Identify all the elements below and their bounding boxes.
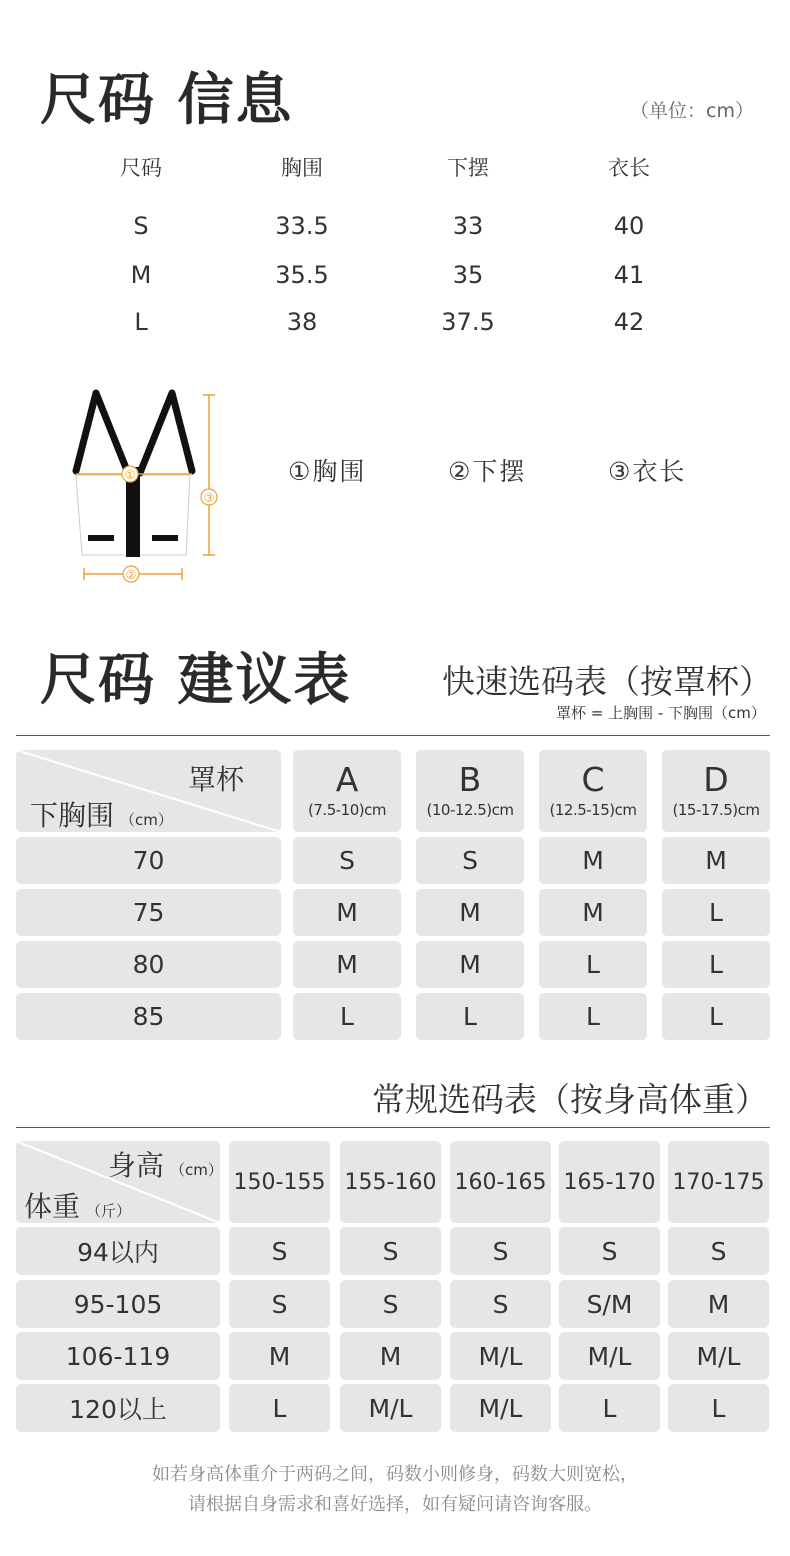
garment-left-strap: [76, 393, 128, 473]
cup-corner-cell: [16, 750, 281, 832]
corner-height-unit: （cm）: [170, 1161, 223, 1179]
cup-cell: M: [416, 889, 524, 936]
hw-cell: S: [450, 1227, 551, 1275]
divider: [16, 1127, 770, 1128]
hw-cell: M/L: [450, 1384, 551, 1432]
cup-letter: A: [335, 760, 359, 799]
cup-column-header: [662, 750, 770, 832]
height-column-header: 160-165: [450, 1141, 551, 1223]
footer-note-line-2: 请根据自身需求和喜好选择，如有疑问请咨询客服。: [188, 1494, 602, 1515]
cup-letter: C: [581, 760, 605, 799]
hw-cell: S/M: [559, 1280, 660, 1328]
size-cell: S: [133, 212, 149, 240]
size-cell: 33.5: [275, 212, 329, 240]
cup-cell: L: [293, 993, 401, 1040]
hw-cell: S: [668, 1227, 769, 1275]
cup-range: (12.5-15)cm: [549, 801, 637, 819]
legend-length: ③衣长: [608, 457, 687, 486]
cup-range: (7.5-10)cm: [308, 801, 386, 819]
size-cell: 37.5: [441, 308, 495, 336]
cup-cell: M: [539, 837, 647, 884]
cup-formula: 罩杯 = 上胸围 - 下胸围（cm）: [556, 704, 766, 722]
hw-corner-cell: [16, 1141, 223, 1223]
size-cell: 35.5: [275, 261, 329, 289]
garment-pocket-left: [88, 535, 114, 541]
cup-cell: M: [416, 941, 524, 988]
legend-chest: ①胸围: [288, 457, 367, 486]
underbust-row-label: 75: [16, 889, 281, 936]
cup-cell: S: [416, 837, 524, 884]
hw-cell: M/L: [450, 1332, 551, 1380]
underbust-row-label: 85: [16, 993, 281, 1040]
size-cell: 42: [613, 308, 645, 336]
hw-cell: L: [559, 1384, 660, 1432]
cup-letter: B: [458, 760, 482, 799]
cup-cell: L: [662, 993, 770, 1040]
size-header-length: 衣长: [608, 156, 650, 180]
hw-cell: M: [668, 1280, 769, 1328]
hw-cell: S: [340, 1227, 441, 1275]
size-cell: L: [134, 308, 148, 336]
corner-weight-label: 体重: [24, 1190, 81, 1223]
size-info-title: 尺码 信息: [40, 68, 294, 133]
size-cell: M: [130, 261, 152, 289]
hw-cell: M/L: [559, 1332, 660, 1380]
size-cell: 41: [613, 261, 645, 289]
hw-cell: M/L: [668, 1332, 769, 1380]
size-cell: 38: [286, 308, 318, 336]
underbust-row-label: 70: [16, 837, 281, 884]
size-header-hem: 下摆: [447, 156, 489, 180]
divider: [16, 735, 770, 736]
hw-cell: S: [229, 1227, 330, 1275]
underbust-row-label: 80: [16, 941, 281, 988]
size-cell: 35: [452, 261, 484, 289]
hw-cell: M/L: [340, 1384, 441, 1432]
corner-height-label: 身高: [108, 1149, 165, 1182]
size-header-size: 尺码: [120, 156, 162, 180]
cup-cell: L: [662, 941, 770, 988]
cup-cell: M: [293, 889, 401, 936]
hw-cell: M: [340, 1332, 441, 1380]
unit-label: （单位：cm）: [630, 100, 754, 122]
height-column-header: 165-170: [559, 1141, 660, 1223]
garment-right-strap: [140, 393, 192, 473]
cup-table-title: 快速选码表（按罩杯）: [442, 662, 772, 701]
hem-marker-label: ②: [125, 568, 137, 582]
cup-range: (15-17.5)cm: [672, 801, 760, 819]
corner-underbust-label: 下胸围: [30, 799, 115, 832]
cup-cell: L: [539, 993, 647, 1040]
hw-cell: L: [229, 1384, 330, 1432]
height-column-header: 170-175: [668, 1141, 769, 1223]
cup-column-header: [293, 750, 401, 832]
legend-hem: ②下摆: [448, 457, 527, 486]
cup-cell: L: [539, 941, 647, 988]
weight-row-label: 106-119: [16, 1332, 220, 1380]
length-marker-label: ③: [203, 491, 215, 505]
cup-column-header: [539, 750, 647, 832]
cup-range: (10-12.5)cm: [426, 801, 514, 819]
corner-weight-unit: （斤）: [86, 1202, 132, 1220]
weight-row-label: 120以上: [16, 1384, 220, 1432]
footer-note-line-1: 如若身高体重介于两码之间，码数小则修身，码数大则宽松，: [152, 1464, 638, 1485]
cup-cell: L: [662, 889, 770, 936]
height-column-header: 155-160: [340, 1141, 441, 1223]
weight-row-label: 94以内: [16, 1227, 220, 1275]
hw-cell: S: [559, 1227, 660, 1275]
hw-cell: L: [668, 1384, 769, 1432]
advice-title: 尺码 建议表: [40, 648, 352, 713]
cup-cell: S: [293, 837, 401, 884]
weight-row-label: 95-105: [16, 1280, 220, 1328]
hw-cell: S: [450, 1280, 551, 1328]
hw-cell: S: [229, 1280, 330, 1328]
size-cell: 33: [452, 212, 484, 240]
chest-marker-label: ①: [124, 468, 136, 482]
hw-cell: M: [229, 1332, 330, 1380]
garment-pocket-right: [152, 535, 178, 541]
hw-cell: S: [340, 1280, 441, 1328]
garment-diagram: [60, 385, 230, 590]
cup-cell: M: [539, 889, 647, 936]
size-cell: 40: [613, 212, 645, 240]
cup-cell: M: [662, 837, 770, 884]
hw-table-title: 常规选码表（按身高体重）: [372, 1080, 768, 1119]
corner-cup-label: 罩杯: [188, 763, 245, 796]
cup-letter: D: [703, 760, 729, 799]
cup-cell: M: [293, 941, 401, 988]
height-column-header: 150-155: [229, 1141, 330, 1223]
size-header-chest: 胸围: [281, 156, 323, 180]
corner-unit-label: （cm）: [120, 811, 173, 829]
cup-cell: L: [416, 993, 524, 1040]
cup-column-header: [416, 750, 524, 832]
